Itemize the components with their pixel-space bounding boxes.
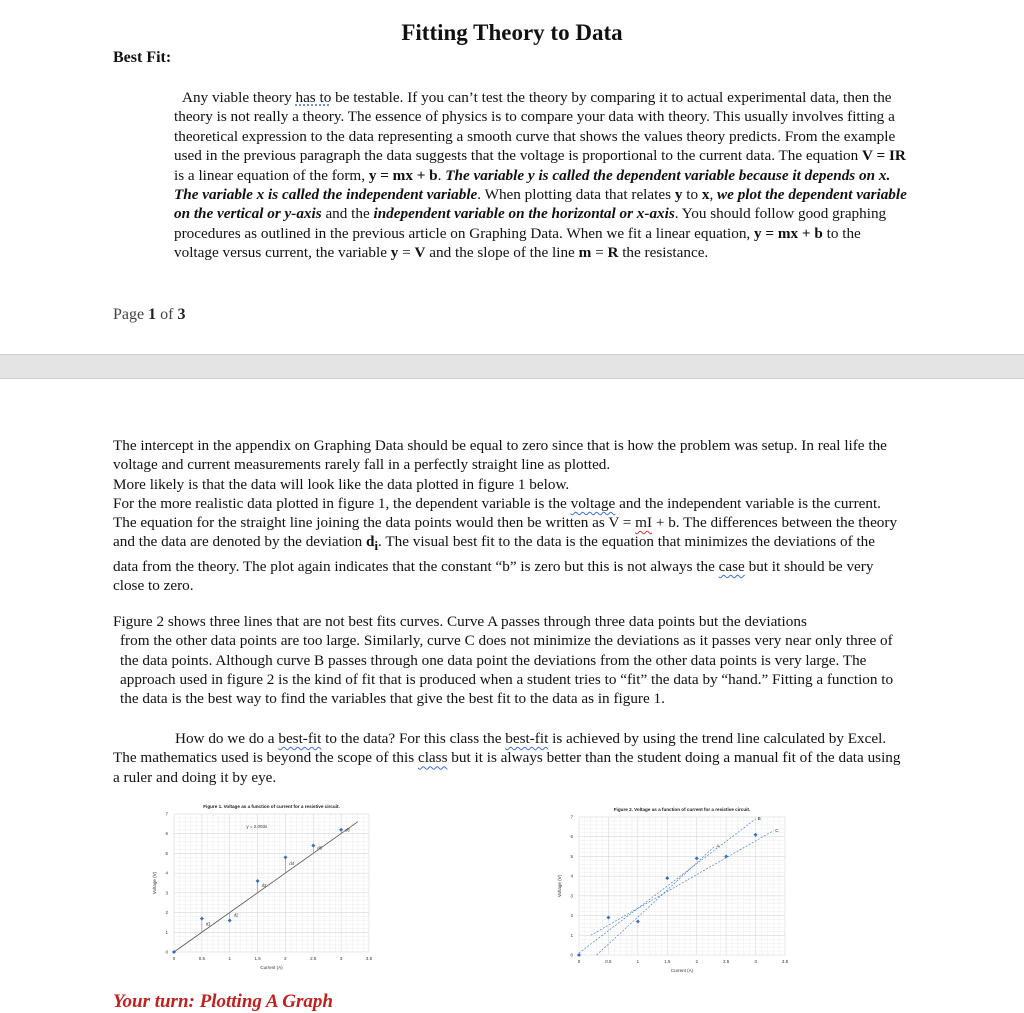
fit-line-label: B <box>757 815 761 821</box>
section-heading: Best Fit: <box>113 49 172 66</box>
x-tick-label: 2.5 <box>310 956 317 961</box>
y-tick-label: 0 <box>165 949 168 955</box>
page-sep: of <box>156 306 178 323</box>
y-tick-label: 2 <box>165 910 168 916</box>
x-tick-label: 3.5 <box>365 956 373 961</box>
y-tick-label: 5 <box>165 850 168 856</box>
deviation-label: d2 <box>233 912 239 918</box>
x-tick-label: 0.5 <box>605 959 612 964</box>
x-tick-label: 2.5 <box>723 959 730 964</box>
page-break <box>0 354 1024 379</box>
y-tick-label: 5 <box>570 853 573 859</box>
text-run: Any viable theory <box>182 89 296 106</box>
data-point <box>283 855 287 859</box>
grammar-flag[interactable]: best-fit <box>278 730 322 747</box>
variable: y <box>674 186 683 204</box>
text-run: and the <box>321 205 374 223</box>
text-run: is a linear equation of the form, <box>174 166 369 184</box>
text-run: For the more realistic data plotted in figure 1, the dependent variable is the <box>113 494 571 512</box>
data-point <box>636 920 640 924</box>
fit-line-label: C <box>775 827 779 833</box>
grammar-flag[interactable]: case <box>718 557 745 575</box>
deviation-label: d6 <box>345 827 350 833</box>
text-run: to <box>682 186 702 204</box>
text-run: , <box>709 186 718 204</box>
equation: V = IR <box>862 147 906 165</box>
equation: y = mx + b <box>368 166 438 184</box>
y-tick-label: 4 <box>570 873 573 879</box>
x-axis-label: Current (A) <box>260 965 283 970</box>
text-run: to the data? For this class the <box>321 730 506 747</box>
x-tick-label: 0 <box>172 956 176 961</box>
variable: y <box>390 244 399 262</box>
figure-2-chart <box>545 803 805 983</box>
y-tick-label: 2 <box>570 913 573 919</box>
data-point <box>665 876 669 880</box>
grammar-flag[interactable]: best-fit <box>505 730 549 747</box>
variable: x <box>701 186 710 204</box>
equation: y = mx + b <box>754 224 823 242</box>
paragraph-figure2 <box>113 612 908 708</box>
y-tick-label: 7 <box>165 811 168 817</box>
text-block <box>113 494 903 596</box>
y-tick-label: 3 <box>570 893 573 899</box>
text-run: to the voltage versus current, the variable <box>174 224 861 262</box>
text-run: How do we do a <box>175 730 279 747</box>
y-tick-label: 1 <box>570 932 573 938</box>
x-tick-label: 1 <box>636 959 640 964</box>
page-prefix: Page <box>113 306 149 323</box>
y-axis-label: Voltage (V) <box>557 874 562 898</box>
trendline-equation: y = 2.003x <box>246 823 268 829</box>
paragraph-intercept <box>113 436 903 595</box>
text-run: but it is always better than the student doing a manual fit of the data using a ruler and doing it by eye. <box>113 749 901 786</box>
grammar-flag[interactable]: has to <box>295 89 332 106</box>
text-run: = <box>591 244 608 262</box>
text-run: and the slope of the line <box>425 244 579 262</box>
y-tick-label: 6 <box>570 834 573 840</box>
spelling-flag[interactable]: mI <box>635 514 653 532</box>
y-axis-label: Voltage (V) <box>152 871 157 895</box>
grammar-flag[interactable]: class <box>417 749 448 767</box>
data-point <box>228 918 232 922</box>
emphasis: The variable y is called the dependent variable because it depends on x. The variable x is called the independent variable <box>174 166 891 204</box>
x-tick-label: 0.5 <box>198 956 205 961</box>
text-line: The intercept in the appendix on Graphing Data should be equal to zero since that is how the problem was setup. In real life the voltage and current measurements rarely fall in a perfectly straight line as plotted. <box>113 437 887 474</box>
y-tick-label: 3 <box>165 890 168 896</box>
x-tick-label: 3 <box>339 956 343 961</box>
chart-title: Figure 1. Voltage as a function of current for a resistive circuit. <box>203 804 340 809</box>
text-run: is achieved by using the trend line calculated by Excel. The mathematics used is beyond the scope of this <box>113 730 887 767</box>
page-total: 3 <box>177 306 186 323</box>
x-tick-label: 1.5 <box>664 959 671 964</box>
text-run: be testable. If you can’t test the theory by comparing it to actual experimental data, then the theory is not really a theory. The essence of physics is to compare your data with theory. This usually involves fitting a theoretical expression to the data representing a smooth curve that shows the values theory predicts. From the example used in the previous paragraph the data suggests that the voltage is proportional to the current data. The equation <box>174 89 896 165</box>
data-point <box>695 856 699 860</box>
variable: V <box>414 244 426 262</box>
deviation-label: d5 <box>317 845 322 851</box>
x-tick-label: 3 <box>754 959 757 964</box>
y-tick-label: 1 <box>165 929 168 935</box>
data-point <box>200 917 204 921</box>
figure-1-chart <box>140 800 390 980</box>
footer-heading: Your turn: Plotting A Graph <box>113 991 333 1012</box>
text-run: . The visual best fit to the data is the equation that minimizes the deviations of the data from the theory. The plot again indicates that the constant “b” is zero but this is not always the <box>113 533 876 575</box>
page-title: Fitting Theory to Data <box>401 20 623 45</box>
data-point <box>339 828 343 832</box>
paragraph-how <box>113 729 908 787</box>
data-point <box>754 833 758 837</box>
text-run: and the independent variable is the current. The equation for the straight line joining the data points would then be written as V = <box>113 494 881 532</box>
text-run: the resistance. <box>618 244 709 262</box>
figure-1-svg <box>140 800 390 980</box>
subscript: i <box>374 539 379 554</box>
y-tick-label: 0 <box>570 952 573 958</box>
page-current: 1 <box>148 306 157 323</box>
x-axis-label: Current (A) <box>670 968 694 973</box>
fit-line-label: A <box>716 843 720 849</box>
x-tick-label: 0 <box>577 959 581 964</box>
data-point <box>606 916 610 920</box>
deviation-label: d4 <box>289 861 295 867</box>
x-tick-label: 1 <box>228 956 231 961</box>
grammar-flag[interactable]: voltage <box>570 494 616 512</box>
deviation-label: d3 <box>261 882 267 888</box>
emphasis: independent variable on the horizontal or x-axis <box>373 205 675 223</box>
figure-2-svg <box>545 803 805 983</box>
data-point <box>256 879 260 883</box>
y-tick-label: 6 <box>165 831 168 837</box>
text-line: More likely is that the data will look like the data plotted in figure 1 below. <box>113 475 570 493</box>
x-tick-label: 3.5 <box>781 959 789 964</box>
text-run: . <box>437 166 446 184</box>
variable: R <box>607 244 619 262</box>
text-line: from the other data points are too large. Similarly, curve C does not minimize the deviations as it passes very near only three of the data points. Although curve B passes through one data point the deviations from the other data points is very large. The approach used in figure 2 is the kind of fit that is produced when a student tries to “fit” the data by “hand.” Fitting a function to the data is the best way to find the variables that give the best fit to the data as in figure 1. <box>120 632 894 708</box>
data-point <box>311 844 315 848</box>
y-tick-label: 7 <box>570 814 573 820</box>
chart-title: Figure 2. Voltage as a function of current for a resistive circuit. <box>613 807 751 812</box>
text-line: Figure 2 shows three lines that are not best fits curves. Curve A passes through three data points but the deviations <box>113 613 807 630</box>
text-run: . You should follow good graphing procedures as outlined in the previous article on Graphing Data. When we fit a linear equation, <box>174 205 887 242</box>
data-point <box>724 854 728 858</box>
data-point <box>577 953 581 957</box>
variable: d <box>366 533 375 551</box>
text-run: . When plotting data that relates <box>477 186 675 204</box>
paragraph-best-fit <box>174 88 909 263</box>
x-tick-label: 2 <box>284 956 287 961</box>
page-indicator <box>113 306 185 324</box>
variable: m <box>578 244 592 262</box>
y-tick-label: 4 <box>165 870 168 876</box>
x-tick-label: 2 <box>695 959 698 964</box>
emphasis: we plot the dependent variable on the vertical or y-axis <box>174 186 907 223</box>
x-tick-label: 1.5 <box>254 956 261 961</box>
text-run: + b. The differences between the theory and the data are denoted by the deviation <box>113 514 898 551</box>
text-run: but it should be very close to zero. <box>113 557 874 595</box>
deviation-label: d1 <box>205 921 211 927</box>
text-run: = <box>398 244 415 262</box>
